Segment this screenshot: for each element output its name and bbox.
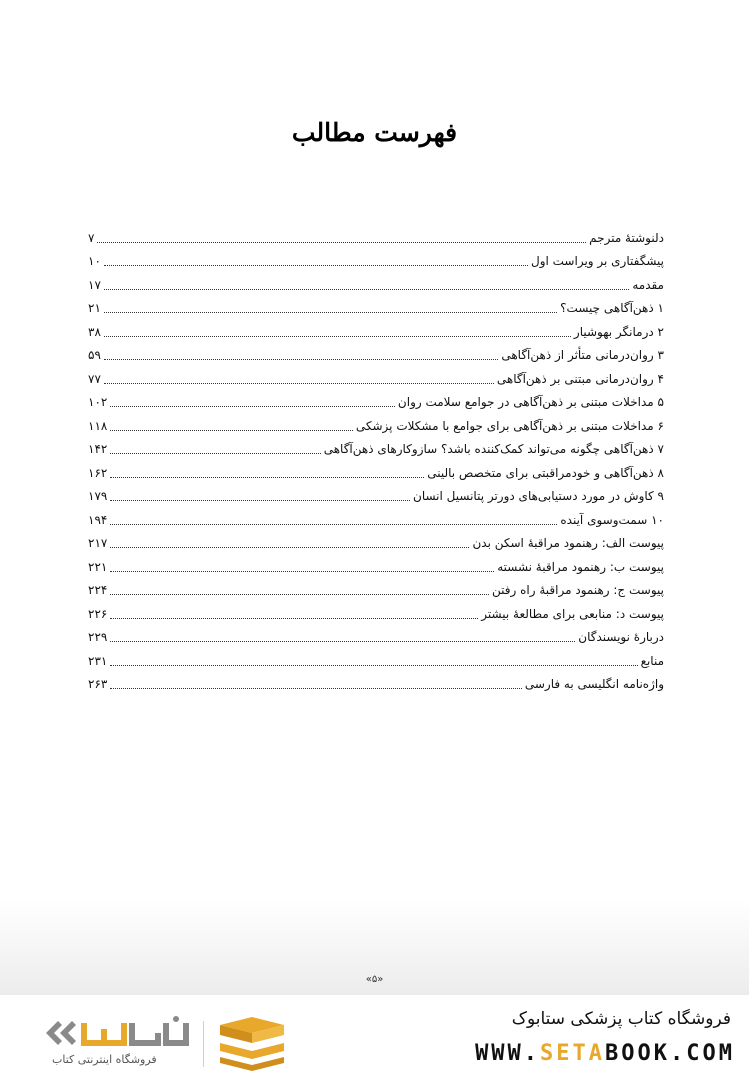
toc-entry-title: ۲ درمانگر بهوشیار (573, 324, 664, 339)
toc-entry-page: ۱۰۲ (88, 395, 108, 409)
toc-entry[interactable] (88, 481, 664, 505)
dot-leader (104, 311, 557, 313)
toc-entry-page: ۷۷ (88, 371, 101, 386)
toc-entry-page: ۱۴۲ (88, 442, 108, 456)
logo-divider (203, 1021, 204, 1067)
toc-entry-page: ۲۱۷ (88, 536, 108, 550)
toc-entry-title: پیشگفتاری بر ویراست اول (530, 254, 664, 268)
toc-entry-title: پیوست د: منابعی برای مطالعهٔ بیشتر (481, 606, 664, 621)
toc-entry-title: ۵ مداخلات مبتنی بر ذهن‌آگاهی در جوامع سلامت روان (397, 395, 664, 409)
toc-entry[interactable] (88, 387, 664, 411)
dot-leader (104, 288, 629, 290)
toc-entry-title: ۴ روان‌درمانی مبتنی بر ذهن‌آگاهی (496, 371, 664, 386)
dot-leader (110, 405, 395, 407)
toc-entry-title: ۹ کاوش در مورد دستیابی‌های دورتر پتانسیل انسان (413, 489, 664, 503)
toc-entry-page: ۱۱۸ (88, 418, 108, 433)
toc-entry-page: ۲۱ (88, 301, 101, 315)
dot-leader (104, 358, 498, 360)
toc-entry[interactable] (88, 457, 664, 481)
toc-entry[interactable] (88, 434, 664, 458)
toc-entry[interactable] (88, 316, 664, 340)
dot-leader (110, 476, 424, 478)
dot-leader (110, 664, 637, 666)
toc-entry-page: ۲۳۱ (88, 653, 108, 668)
toc-entry-title: واژه‌نامه انگلیسی به فارسی (524, 677, 664, 691)
toc-entry-page: ۱۰ (88, 254, 101, 268)
toc-entry-title: دربارهٔ نویسندگان (578, 630, 664, 644)
toc-entry-page: ۷ (88, 230, 95, 245)
book-stack-logo-icon (216, 1017, 288, 1071)
toc-entry[interactable] (88, 669, 664, 693)
table-of-contents (88, 222, 664, 692)
toc-entry[interactable] (88, 410, 664, 434)
store-url[interactable] (475, 1041, 735, 1066)
dot-leader (110, 499, 410, 501)
toc-entry-page: ۲۲۱ (88, 559, 108, 574)
toc-entry-title: دلنوشتهٔ مترجم (589, 230, 664, 245)
toc-entry[interactable] (88, 363, 664, 387)
toc-entry[interactable] (88, 246, 664, 270)
dot-leader (110, 617, 478, 619)
toc-entry[interactable] (88, 340, 664, 364)
toc-entry-page: ۱۶۲ (88, 465, 108, 480)
toc-entry[interactable] (88, 528, 664, 552)
url-suffix: BOOK.COM (605, 1041, 735, 1066)
dot-leader (110, 523, 557, 525)
toc-entry[interactable] (88, 504, 664, 528)
toc-entry-title: ۸ ذهن‌آگاهی و خودمراقبتی برای متخصص بالینی (427, 465, 664, 480)
toc-entry-title: ۷ ذهن‌آگاهی چگونه می‌تواند کمک‌کننده باشد؟ سازوکارهای ذهن‌آگاهی (323, 442, 664, 456)
dot-leader (104, 335, 571, 337)
toc-entry-title: پیوست ب: رهنمود مراقبهٔ نشسته (497, 559, 664, 574)
toc-entry-page: ۱۹۴ (88, 512, 108, 527)
toc-entry[interactable] (88, 551, 664, 575)
logo-tagline: فروشگاه اینترنتی کتاب (52, 1053, 157, 1066)
dot-leader (110, 429, 353, 431)
dot-leader (110, 593, 489, 595)
toc-entry[interactable] (88, 645, 664, 669)
toc-entry-page: ۳۸ (88, 324, 101, 339)
dot-leader (104, 382, 494, 384)
toc-entry-page: ۱۷۹ (88, 489, 108, 503)
toc-entry-title: ۶ مداخلات مبتنی بر ذهن‌آگاهی برای جوامع با مشکلات پزشکی (355, 418, 664, 433)
dot-leader (110, 640, 575, 642)
toc-entry-title: پیوست ج: رهنمود مراقبهٔ راه رفتن (492, 583, 664, 597)
url-highlight: SETA (540, 1041, 606, 1066)
store-name: فروشگاه کتاب پزشکی ستابوک (511, 1009, 731, 1029)
dot-leader (110, 570, 494, 572)
toc-entry-title: منابع (640, 653, 664, 668)
toc-entry-title: ۱۰ سمت‌وسوی آینده (560, 512, 664, 527)
toc-entry-title: پیوست الف: رهنمود مراقبهٔ اسکن بدن (472, 536, 664, 550)
dot-leader (97, 241, 586, 243)
toc-entry[interactable] (88, 598, 664, 622)
toc-entry-page: ۲۲۴ (88, 583, 108, 597)
toc-entry[interactable] (88, 222, 664, 246)
dot-leader (110, 687, 522, 689)
page-number: «۵» (365, 974, 384, 985)
toc-entry-page: ۲۲۶ (88, 606, 108, 621)
toc-entry-title: ۳ روان‌درمانی متأثر از ذهن‌آگاهی (501, 348, 664, 362)
toc-entry[interactable] (88, 293, 664, 317)
dot-leader (110, 452, 320, 454)
toc-entry-page: ۱۷ (88, 277, 101, 292)
toc-entry-page: ۵۹ (88, 348, 101, 362)
toc-entry-page: ۲۶۳ (88, 677, 108, 691)
setabook-wordmark-icon (40, 1015, 190, 1051)
dot-leader (110, 546, 469, 548)
toc-entry-page: ۲۲۹ (88, 630, 108, 644)
toc-entry[interactable] (88, 575, 664, 599)
page-title: فهرست مطالب (291, 118, 458, 147)
dot-leader (104, 264, 528, 266)
toc-entry[interactable] (88, 622, 664, 646)
store-banner (0, 995, 749, 1079)
toc-entry-title: ۱ ذهن‌آگاهی چیست؟ (560, 301, 664, 315)
toc-entry[interactable] (88, 269, 664, 293)
url-prefix: WWW. (475, 1041, 541, 1066)
toc-entry-title: مقدمه (632, 277, 664, 292)
